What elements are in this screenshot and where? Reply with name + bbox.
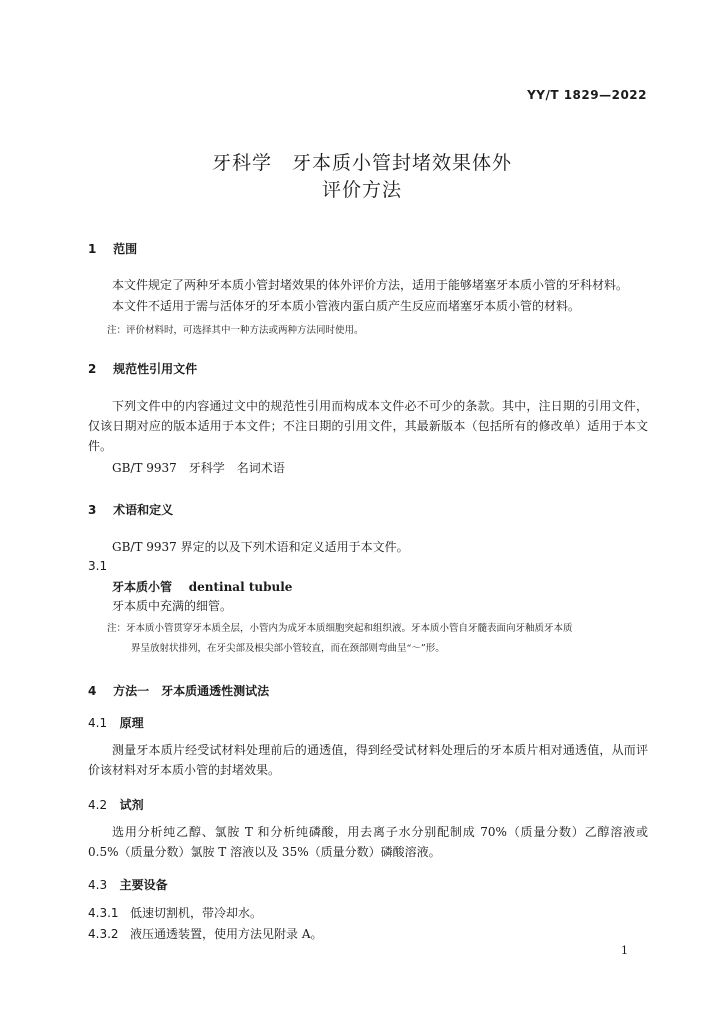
section-1-note: 注：评价材料时，可选择其中一种方法或两种方法同时使用。	[107, 325, 364, 336]
section-3-heading	[88, 501, 173, 518]
section-1-heading	[88, 240, 137, 257]
equipment-item-1	[88, 903, 262, 923]
document-title-line2: 评价方法	[321, 179, 402, 201]
subsection-title: 原理	[119, 716, 144, 730]
section-4-heading	[88, 682, 269, 699]
section-2-heading	[88, 360, 197, 377]
normative-references-text: 下列文件中的内容通过文中的规范性引用而构成本文件必不可少的条款。其中，注日期的引用文件，仅该日期对应的版本适用于本文件；不注日期的引用文件，其最新版本（包括所有的修改单）适用于本文件。	[88, 399, 648, 453]
term-heading	[112, 578, 292, 595]
equipment-item-2	[88, 924, 322, 944]
section-title: 规范性引用文件	[113, 362, 198, 376]
section-1-para1: 本文件规定了两种牙本质小管封堵效果的体外评价方法，适用于能够堵塞牙本质小管的牙科材料。	[112, 278, 629, 292]
term-note-line1: 注：牙本质小管贯穿牙本质全层，小管内为成牙本质细胞突起和组织液。牙本质小管自牙髓表面向牙釉质牙本质	[107, 623, 573, 634]
subsection-number: 4.2	[88, 798, 108, 812]
section-title: 方法一 牙本质通透性测试法	[113, 684, 270, 698]
page-number: 1	[621, 944, 628, 957]
subsection-number: 4.1	[88, 716, 108, 730]
section-4-2-para	[88, 822, 648, 862]
section-number: 3	[88, 503, 97, 517]
section-3-para1: GB/T 9937 界定的以及下列术语和定义适用于本文件。	[112, 540, 409, 554]
section-4-3-heading	[88, 876, 168, 893]
term-note-line2: 界呈放射状排列，在牙尖部及根尖部小管较直，而在颈部则弯曲呈“～”形。	[131, 643, 445, 654]
item-number: 4.3.2	[88, 927, 119, 941]
item-text: 液压通透装置，使用方法见附录 A。	[130, 927, 323, 941]
section-4-1-heading	[88, 714, 144, 731]
section-number: 1	[88, 242, 97, 256]
term-english: dentinal tubule	[188, 580, 293, 594]
subsection-title: 试剂	[119, 798, 144, 812]
section-1-para2: 本文件不适用于需与活体牙的牙本质小管液内蛋白质产生反应而堵塞牙本质小管的材料。	[112, 299, 581, 313]
document-title-line1: 牙科学 牙本质小管封堵效果体外	[211, 152, 512, 174]
term-chinese: 牙本质小管	[112, 580, 173, 594]
term-number: 3.1	[88, 559, 108, 573]
section-4-2-heading	[88, 796, 144, 813]
item-number: 4.3.1	[88, 906, 119, 920]
principle-text: 测量牙本质片经受试材料处理前后的通透值，得到经受试材料处理后的牙本质片相对通透值，从而评价该材料对牙本质小管的封堵效果。	[88, 743, 648, 777]
normative-reference-item: GB/T 9937 牙科学 名词术语	[112, 461, 285, 475]
section-4-1-para	[88, 740, 648, 780]
section-title: 范围	[113, 242, 138, 256]
subsection-number: 4.3	[88, 878, 108, 892]
subsection-title: 主要设备	[119, 878, 168, 892]
section-title: 术语和定义	[113, 503, 174, 517]
section-number: 2	[88, 362, 97, 376]
item-text: 低速切割机，带冷却水。	[130, 906, 263, 920]
term-definition: 牙本质中充满的细管。	[112, 599, 233, 613]
standard-code: YY/T 1829—2022	[527, 88, 647, 102]
section-number: 4	[88, 684, 97, 698]
section-2-para1	[88, 396, 648, 456]
reagents-text: 选用分析纯乙醇、氯胺 T 和分析纯磷酸，用去离子水分别配制成 70%（质量分数）乙醇溶液或 0.5%（质量分数）氯胺 T 溶液以及 35%（质量分数）磷酸溶液。	[88, 825, 648, 859]
